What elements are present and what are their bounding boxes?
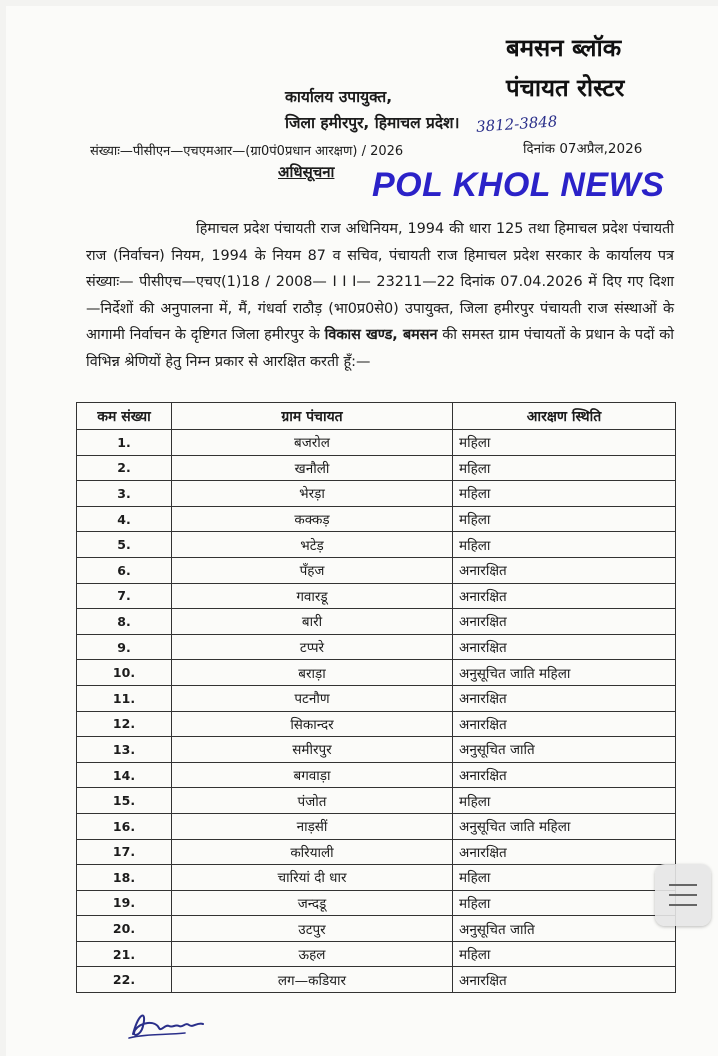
serial-cell: 5. [77, 532, 172, 558]
panchayat-cell: कक्कड़ [172, 506, 453, 532]
table-body [77, 430, 676, 993]
panchayat-cell: समीरपुर [172, 737, 453, 763]
table-row [77, 737, 676, 763]
watermark-text: POL KHOL NEWS [372, 166, 665, 204]
corner-title [506, 28, 706, 108]
panchayat-cell: जन्दडू [172, 890, 453, 916]
serial-cell: 21. [77, 941, 172, 967]
status-cell: महिला [453, 941, 676, 967]
table-row [77, 634, 676, 660]
serial-cell: 8. [77, 609, 172, 635]
handwritten-number: 3812-3848 [475, 112, 558, 136]
panchayat-cell: पटनौण [172, 685, 453, 711]
panchayat-cell: उटपुर [172, 916, 453, 942]
table-row [77, 941, 676, 967]
status-cell: अनारक्षित [453, 609, 676, 635]
status-cell: महिला [453, 506, 676, 532]
serial-cell: 11. [77, 685, 172, 711]
header-serial: कम संख्या [77, 403, 172, 430]
corner-title-line1: बमसन ब्लॉक [506, 34, 622, 62]
serial-cell: 12. [77, 711, 172, 737]
table-row [77, 557, 676, 583]
paragraph-bold: विकास खण्ड, बमसन [324, 327, 438, 343]
hamburger-menu-icon[interactable] [655, 864, 711, 926]
status-cell: अनारक्षित [453, 634, 676, 660]
table-header-row [77, 403, 676, 430]
status-cell: महिला [453, 865, 676, 891]
serial-cell: 17. [77, 839, 172, 865]
status-cell: अनारक्षित [453, 685, 676, 711]
serial-cell: 10. [77, 660, 172, 686]
status-cell: अनारक्षित [453, 967, 676, 993]
panchayat-cell: पंजोत [172, 788, 453, 814]
panchayat-cell: भेरड़ा [172, 481, 453, 507]
table-row [77, 788, 676, 814]
panchayat-cell: करियाली [172, 839, 453, 865]
serial-cell: 22. [77, 967, 172, 993]
table-row [77, 430, 676, 456]
table-row [77, 532, 676, 558]
table-row [77, 455, 676, 481]
table-row [77, 813, 676, 839]
status-cell: अनारक्षित [453, 557, 676, 583]
status-cell: अनारक्षित [453, 762, 676, 788]
panchayat-cell: सिकान्दर [172, 711, 453, 737]
table-row [77, 762, 676, 788]
table-row [77, 506, 676, 532]
status-cell: अनुसूचित जाति महिला [453, 813, 676, 839]
paragraph-part2: की समस्त ग्राम पंचायतों के प्रधान के पदों को विभिन्न श्रेणियों हेतु निम्न प्रकार से आरक्षित करती हूँ:— [86, 327, 674, 370]
serial-cell: 18. [77, 865, 172, 891]
header-panchayat: ग्राम पंचायत [172, 403, 453, 430]
document-date: दिनांक 07अप्रैल,2026 [523, 141, 643, 157]
serial-cell: 3. [77, 481, 172, 507]
status-cell: महिला [453, 788, 676, 814]
status-cell: महिला [453, 430, 676, 456]
serial-cell: 20. [77, 916, 172, 942]
header-status: आरक्षण स्थिति [453, 403, 676, 430]
paragraph-part1: हिमाचल प्रदेश पंचायती राज अधिनियम, 1994 की धारा 125 तथा हिमाचल प्रदेश पंचायती राज (निर्वाचन) नियम, 1994 के नियम 87 व सचिव, पंचायती राज हिमाचल प्रदेश सरकार के कार्यालय पत्र संख्याः— पीसीएच—एचए(1)18 / 2008— I I I— 23211—22 दिनांक 07.04.2026 में दिए गए दिशा—निर्देशों की अनुपालना में, मैं, गंधर्वा राठौड़ (भा0प्र0से0) उपायुक्त, जिला हमीरपुर पंचायती राज संस्थाओं के आगामी निर्वाचन के दृष्टिगत जिला हमीरपुर के [86, 221, 674, 343]
serial-cell: 2. [77, 455, 172, 481]
status-cell: महिला [453, 481, 676, 507]
status-cell: अनुसूचित जाति [453, 916, 676, 942]
status-cell: अनुसूचित जाति [453, 737, 676, 763]
serial-cell: 15. [77, 788, 172, 814]
serial-cell: 16. [77, 813, 172, 839]
status-cell: अनारक्षित [453, 583, 676, 609]
panchayat-cell: बारी [172, 609, 453, 635]
office-line1: कार्यालय उपायुक्त, [285, 88, 393, 106]
status-cell: महिला [453, 532, 676, 558]
table-row [77, 916, 676, 942]
table-row [77, 865, 676, 891]
serial-cell: 6. [77, 557, 172, 583]
office-line2: जिला हमीरपुर, हिमाचल प्रदेश। [285, 114, 460, 132]
serial-cell: 13. [77, 737, 172, 763]
corner-title-line2: पंचायत रोस्टर [506, 74, 625, 102]
table-row [77, 839, 676, 865]
panchayat-cell: लग—कडियार [172, 967, 453, 993]
status-cell: महिला [453, 455, 676, 481]
serial-cell: 9. [77, 634, 172, 660]
table-row [77, 890, 676, 916]
panchayat-cell: खनौली [172, 455, 453, 481]
panchayat-cell: गवारडू [172, 583, 453, 609]
serial-cell: 7. [77, 583, 172, 609]
notification-heading: अधिसूचना [278, 163, 335, 181]
status-cell: महिला [453, 890, 676, 916]
notification-paragraph [86, 216, 674, 375]
panchayat-cell: बजरोल [172, 430, 453, 456]
panchayat-cell: पँहज [172, 557, 453, 583]
table-row [77, 711, 676, 737]
panchayat-cell: भटेड़ [172, 532, 453, 558]
table-row [77, 609, 676, 635]
status-cell: अनारक्षित [453, 711, 676, 737]
table-row [77, 481, 676, 507]
office-heading [285, 84, 459, 136]
reference-number: संख्याः—पीसीएन—एचएमआर—(ग्रा0पं0प्रधान आरक्षण) / 2026 [90, 144, 404, 159]
roster-table [76, 402, 676, 993]
panchayat-cell: चारियां दी धार [172, 865, 453, 891]
status-cell: अनुसूचित जाति महिला [453, 660, 676, 686]
panchayat-cell: बराड़ा [172, 660, 453, 686]
panchayat-cell: बगवाड़ा [172, 762, 453, 788]
table-row [77, 583, 676, 609]
table-row [77, 660, 676, 686]
serial-cell: 14. [77, 762, 172, 788]
status-cell: अनारक्षित [453, 839, 676, 865]
panchayat-cell: टप्परे [172, 634, 453, 660]
signature-mark [125, 1004, 215, 1044]
panchayat-cell: नाड़सीं [172, 813, 453, 839]
table-row [77, 685, 676, 711]
table-row [77, 967, 676, 993]
serial-cell: 1. [77, 430, 172, 456]
serial-cell: 19. [77, 890, 172, 916]
panchayat-cell: ऊहल [172, 941, 453, 967]
serial-cell: 4. [77, 506, 172, 532]
